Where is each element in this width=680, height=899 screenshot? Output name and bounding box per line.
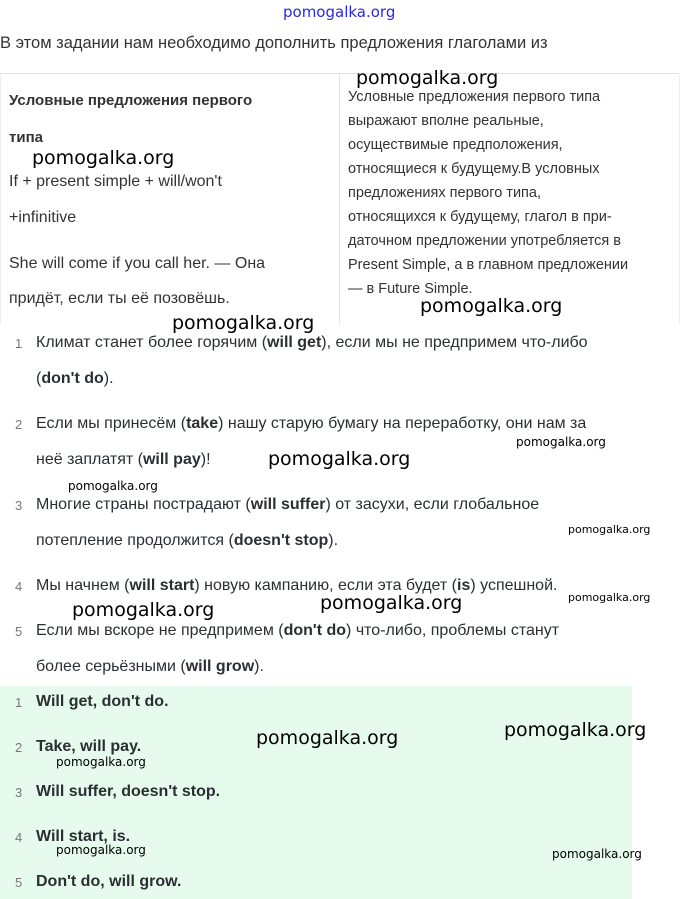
sentence-text: ). bbox=[328, 532, 339, 549]
answer-text: Will suffer, doesn't stop. bbox=[36, 783, 221, 800]
exercise-line bbox=[36, 442, 211, 478]
answer-text: Will start, is. bbox=[36, 828, 131, 845]
sentence-text: Многие страны пострадают ( bbox=[36, 496, 251, 513]
rule-table bbox=[0, 73, 679, 324]
answers-box bbox=[0, 686, 632, 899]
answer-verb: will get bbox=[267, 334, 322, 351]
watermark: pomogalka.org bbox=[568, 591, 651, 604]
sentence-text: потепление продолжится ( bbox=[36, 532, 234, 549]
watermark: pomogalka.org bbox=[320, 592, 463, 614]
sentence-text: ) что-либо, проблемы станут bbox=[346, 622, 560, 639]
answer-number: 5 bbox=[15, 875, 23, 890]
answer-verb: will start bbox=[129, 577, 195, 594]
answer-number: 1 bbox=[15, 695, 23, 710]
watermark: pomogalka.org bbox=[32, 147, 175, 169]
answer-verb: is bbox=[457, 577, 471, 594]
watermark: pomogalka.org bbox=[268, 448, 411, 470]
explanation-line: относящиеся к будущему.В условных bbox=[348, 161, 600, 177]
explanation-line: Условные предложения первого типа bbox=[348, 89, 601, 105]
explanation-line: относящихся к будущему, глагол в при- bbox=[348, 209, 612, 225]
exercise-number: 5 bbox=[15, 624, 23, 639]
watermark: pomogalka.org bbox=[552, 847, 642, 861]
watermark: pomogalka.org bbox=[516, 435, 606, 449]
explanation-line: осуществимые предположения, bbox=[348, 137, 563, 153]
answer-text: Don't do, will grow. bbox=[36, 873, 182, 890]
rule-explanation bbox=[348, 85, 673, 301]
explanation-line: предложениях первого типа, bbox=[348, 185, 541, 201]
answer-text: Will get, don't do. bbox=[36, 693, 169, 710]
watermark: pomogalka.org bbox=[256, 727, 399, 749]
rule-title: типа bbox=[9, 129, 43, 146]
watermark: pomogalka.org bbox=[56, 755, 146, 769]
rule-example: придёт, если ты её позовёшь. bbox=[9, 290, 230, 307]
watermark: pomogalka.org bbox=[420, 295, 563, 317]
watermark: pomogalka.org bbox=[568, 523, 651, 536]
explanation-line: даточном предложении употребляется в bbox=[348, 233, 622, 249]
sentence-text: неё заплатят ( bbox=[36, 451, 143, 468]
explanation-line: Present Simple, а в главном предложении bbox=[348, 257, 629, 273]
rule-left-cell bbox=[0, 74, 340, 324]
exercise-number: 4 bbox=[15, 579, 23, 594]
intro-text: В этом задании нам необходимо дополнить предложения глаголами из bbox=[0, 34, 548, 52]
sentence-text: Если мы принесём ( bbox=[36, 415, 187, 432]
answer-number: 3 bbox=[15, 785, 23, 800]
sentence-text: Если мы вскоре не предпримем ( bbox=[36, 622, 284, 639]
exercise-line bbox=[36, 523, 338, 559]
answer-verb: will suffer bbox=[250, 496, 326, 513]
watermark: pomogalka.org bbox=[68, 479, 158, 493]
sentence-text: ), если мы не предпримем что-либо bbox=[321, 334, 588, 351]
exercise-number: 2 bbox=[15, 417, 23, 432]
sentence-text: Климат станет более горячим ( bbox=[36, 334, 268, 351]
answer-text: Take, will pay. bbox=[36, 738, 142, 755]
explanation-line: — в Future Simple. bbox=[348, 281, 473, 297]
sentence-text: ) от засухи, если глобальное bbox=[325, 496, 540, 513]
watermark: pomogalka.org bbox=[56, 843, 146, 857]
sentence-text: ) успешной. bbox=[470, 577, 558, 594]
sentence-text: )! bbox=[200, 451, 211, 468]
answer-verb: will pay bbox=[142, 451, 201, 468]
answer-verb: will grow bbox=[185, 658, 255, 675]
rule-formula: +infinitive bbox=[9, 209, 77, 226]
exercise-line bbox=[36, 406, 586, 442]
watermark: pomogalka.org bbox=[172, 312, 315, 334]
exercise-line bbox=[36, 361, 114, 397]
sentence-text: Мы начнем ( bbox=[36, 577, 130, 594]
answer-number: 2 bbox=[15, 740, 23, 755]
rule-title: Условные предложения первого bbox=[9, 92, 253, 109]
exercise-number: 1 bbox=[15, 336, 23, 351]
sentence-text: ). bbox=[103, 370, 114, 387]
rule-formula: If + present simple + will/won't bbox=[9, 173, 222, 190]
rule-example: She will come if you call her. — Она bbox=[9, 255, 266, 272]
sentence-text: ). bbox=[254, 658, 264, 675]
answer-verb: don't do bbox=[41, 370, 104, 387]
exercise-line bbox=[36, 649, 264, 685]
exercise-number: 3 bbox=[15, 498, 23, 513]
watermark: pomogalka.org bbox=[72, 599, 215, 621]
answer-verb: take bbox=[186, 415, 219, 432]
explanation-line: выражают вполне реальные, bbox=[348, 113, 544, 129]
answer-number: 4 bbox=[15, 830, 23, 845]
sentence-text: ) новую кампанию, если эта будет ( bbox=[194, 577, 457, 594]
watermark: pomogalka.org bbox=[504, 719, 647, 741]
sentence-text: ( bbox=[36, 370, 42, 387]
sentence-text: ) нашу старую бумагу на переработку, они нам за bbox=[218, 415, 587, 432]
watermark: pomogalka.org bbox=[356, 67, 499, 89]
answer-verb: doesn't stop bbox=[233, 532, 329, 549]
watermark: pomogalka.org bbox=[283, 3, 396, 21]
sentence-text: более серьёзными ( bbox=[36, 658, 186, 675]
rule-right-cell bbox=[339, 74, 680, 324]
answer-verb: don't do bbox=[283, 622, 347, 639]
